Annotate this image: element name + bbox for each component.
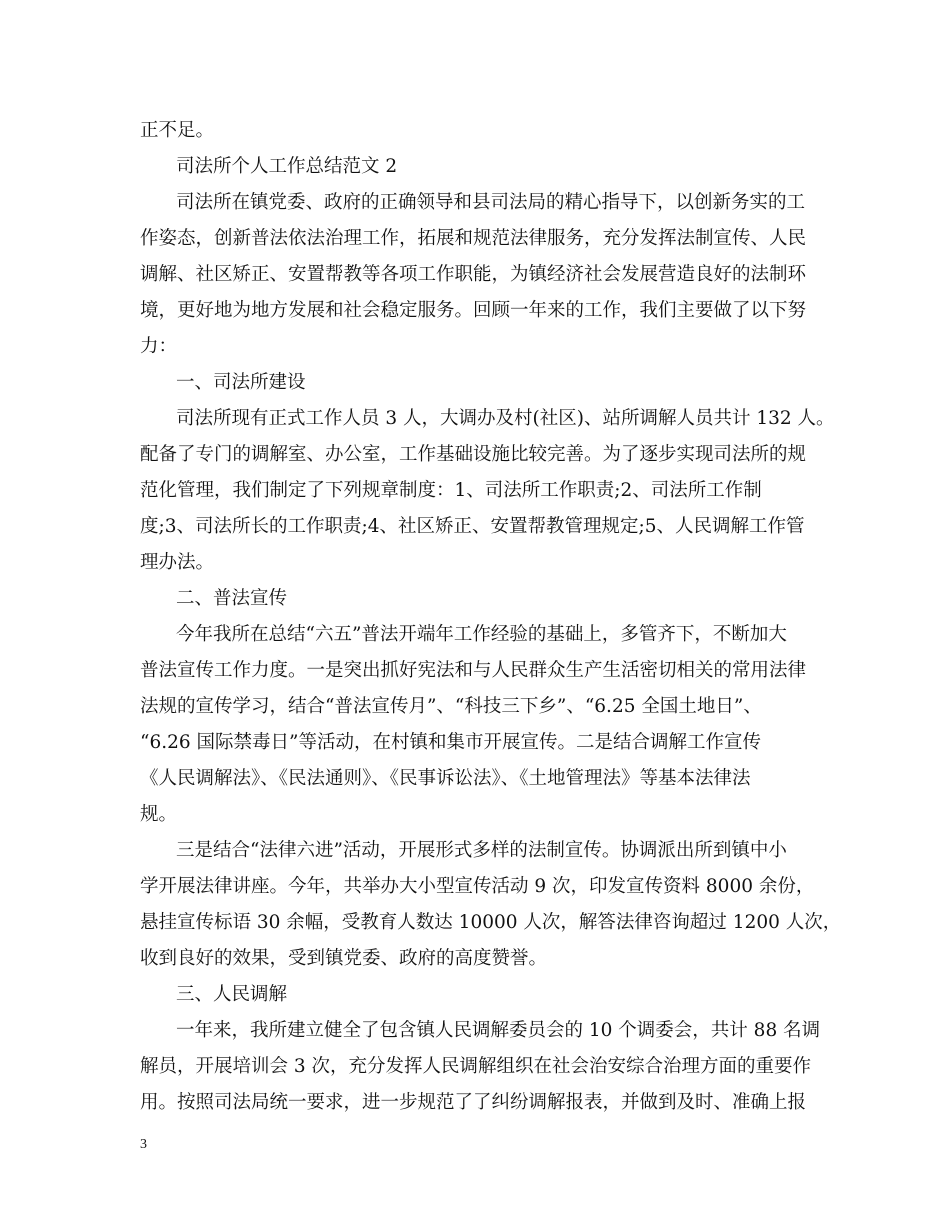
text-line: 度;3、司法所长的工作职责;4、社区矫正、安置帮教管理规定;5、人民调解工作管 (140, 516, 805, 537)
text-line: 一年来，我所建立健全了包含镇人民调解委员会的 10 个调委会，共计 88 名调 (176, 1020, 821, 1041)
section-heading: 二、普法宣传 (176, 588, 288, 609)
text-line: 调解、社区矫正、安置帮教等各项工作职能，为镇经济社会发展营造良好的法制环 (140, 264, 807, 285)
text-line: 悬挂宣传标语 30 余幅，受教育人数达 10000 人次，解答法律咨询超过 1200 人次， (140, 912, 842, 933)
text-line: 普法宣传工作力度。一是突出抓好宪法和与人民群众生产生活密切相关的常用法律 (140, 660, 807, 681)
document-body (140, 113, 842, 1121)
text-line: 用。按照司法局统一要求，进一步规范了了纠纷调解报表，并做到及时、准确上报 (140, 1092, 807, 1113)
text-line: 收到良好的效果，受到镇党委、政府的高度赞誉。 (140, 948, 548, 969)
text-line: 法规的宣传学习，结合“普法宣传月”、“科技三下乡”、“6.25 全国土地日”、 (140, 696, 762, 717)
text-line: 范化管理，我们制定了下列规章制度：1、司法所工作职责;2、司法所工作制 (140, 480, 762, 501)
text-line: 境，更好地为地方发展和社会稳定服务。回顾一年来的工作，我们主要做了以下努 (140, 300, 807, 321)
text-line: 司法所现有正式工作人员 3 人，大调办及村(社区)、站所调解人员共计 132 人。 (176, 408, 835, 429)
text-line: 司法所在镇党委、政府的正确领导和县司法局的精心指导下，以创新务实的工 (176, 192, 806, 213)
text-line: 配备了专门的调解室、办公室，工作基础设施比较完善。为了逐步实现司法所的规 (140, 444, 807, 465)
text-line: 理办法。 (140, 552, 215, 573)
section-heading: 三、人民调解 (176, 984, 288, 1005)
text-line: 力： (140, 336, 178, 357)
text-line: 三是结合“法律六进”活动，开展形式多样的法制宣传。协调派出所到镇中小 (176, 840, 787, 861)
page-number: 3 (140, 1137, 147, 1152)
text-line: 作姿态，创新普法依法治理工作，拓展和规范法律服务，充分发挥法制宣传、人民 (140, 228, 807, 249)
section-title: 司法所个人工作总结范文 2 (176, 156, 398, 177)
text-line: 今年我所在总结“六五”普法开端年工作经验的基础上，多管齐下，不断加大 (176, 624, 787, 645)
text-line: 正不足。 (140, 120, 215, 141)
text-line: “6.26 国际禁毒日”等活动，在村镇和集市开展宣传。二是结合调解工作宣传 (140, 732, 761, 753)
section-heading: 一、司法所建设 (176, 372, 306, 393)
text-line: 《人民调解法》、《民法通则》、《民事诉讼法》、《土地管理法》等基本法律法 (140, 768, 751, 789)
text-line: 解员，开展培训会 3 次，充分发挥人民调解组织在社会治安综合治理方面的重要作 (140, 1056, 812, 1077)
text-line: 学开展法律讲座。今年，共举办大小型宣传活动 9 次，印发宣传资料 8000 余份， (140, 876, 815, 897)
text-line: 规。 (140, 804, 178, 825)
